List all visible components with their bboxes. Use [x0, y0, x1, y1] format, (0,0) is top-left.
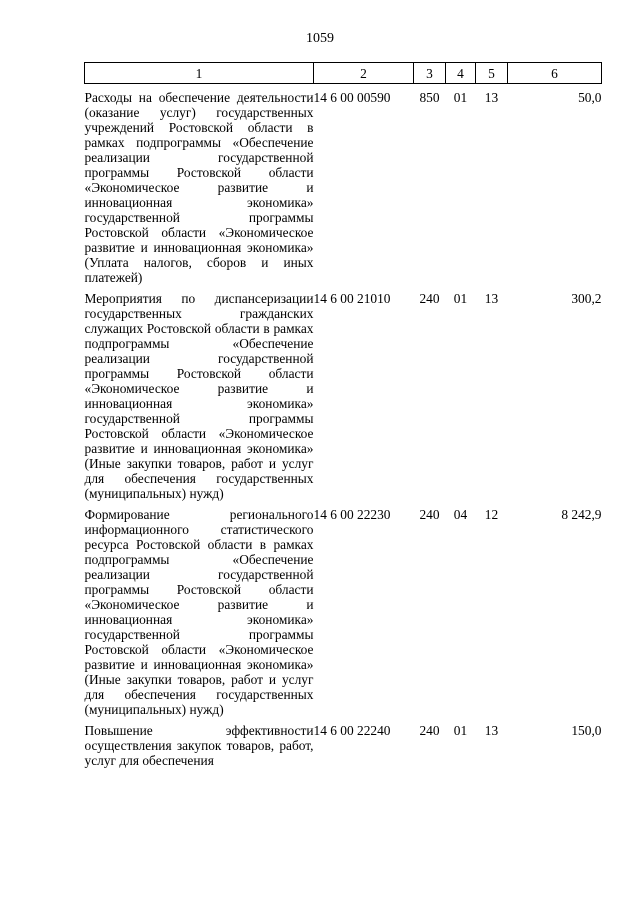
table-row	[85, 84, 602, 292]
row-expense-type: 240	[419, 507, 440, 522]
table-row	[85, 291, 602, 507]
header-col-2: 2	[314, 63, 414, 84]
row-description: Формирование регионального информационного статистического ресурса Ростовской области в рамках подпрограммы «Обеспечение реализации государственной программы Ростовской области «Экономическое развитие и инновационная экономика» государственной программы Ростовской области «Экономическое развитие и инновационная экономика» (Иные закупки товаров, работ и услуг для обеспечения государственных (муниципальных) нужд)	[84, 507, 314, 717]
row-subsection: 13	[484, 291, 499, 306]
row-expense-type: 240	[419, 723, 440, 738]
row-target-code: 14 6 00 22240	[313, 723, 391, 738]
header-col-3: 3	[414, 63, 446, 84]
row-description: Повышение эффективности осуществления закупок товаров, работ, услуг для обеспечения	[84, 723, 314, 768]
row-subsection: 13	[484, 90, 499, 105]
row-section: 01	[453, 723, 468, 738]
row-target-code: 14 6 00 21010	[313, 291, 391, 306]
row-section: 01	[453, 291, 468, 306]
header-row	[85, 63, 602, 84]
header-col-6: 6	[508, 63, 602, 84]
row-expense-type: 240	[419, 291, 440, 306]
row-amount: 50,0	[578, 90, 602, 105]
row-subsection: 13	[484, 723, 499, 738]
row-target-code: 14 6 00 00590	[313, 90, 391, 105]
row-amount: 150,0	[571, 723, 602, 738]
row-target-code: 14 6 00 22230	[313, 507, 391, 522]
row-description: Мероприятия по диспансеризации государственных гражданских служащих Ростовской области в рамках подпрограммы «Обеспечение реализации государственной программы Ростовской области «Экономическое развитие и инновационная экономика» государственной программы Ростовской области «Экономическое развитие и инновационная экономика» (Иные закупки товаров, работ и услуг для обеспечения государственных (муниципальных) нужд)	[84, 291, 314, 501]
row-section: 04	[453, 507, 468, 522]
row-section: 01	[453, 90, 468, 105]
table-row	[85, 507, 602, 723]
row-description: Расходы на обеспечение деятельности (оказание услуг) государственных учреждений Ростовской области в рамках подпрограммы «Обеспечение реализации государственной программы Ростовской области «Экономическое развитие и инновационная экономика» государственной программы Ростовской области «Экономическое развитие и инновационная экономика» (Уплата налогов, сборов и иных платежей)	[84, 90, 314, 285]
page-number: 1059	[306, 31, 334, 46]
table-row	[85, 723, 602, 774]
budget-table	[84, 62, 602, 774]
header-col-5: 5	[476, 63, 508, 84]
row-amount: 300,2	[571, 291, 602, 306]
header-col-1: 1	[85, 63, 314, 84]
row-subsection: 12	[484, 507, 499, 522]
header-col-4: 4	[446, 63, 476, 84]
row-amount: 8 242,9	[561, 507, 602, 522]
row-expense-type: 850	[419, 90, 440, 105]
